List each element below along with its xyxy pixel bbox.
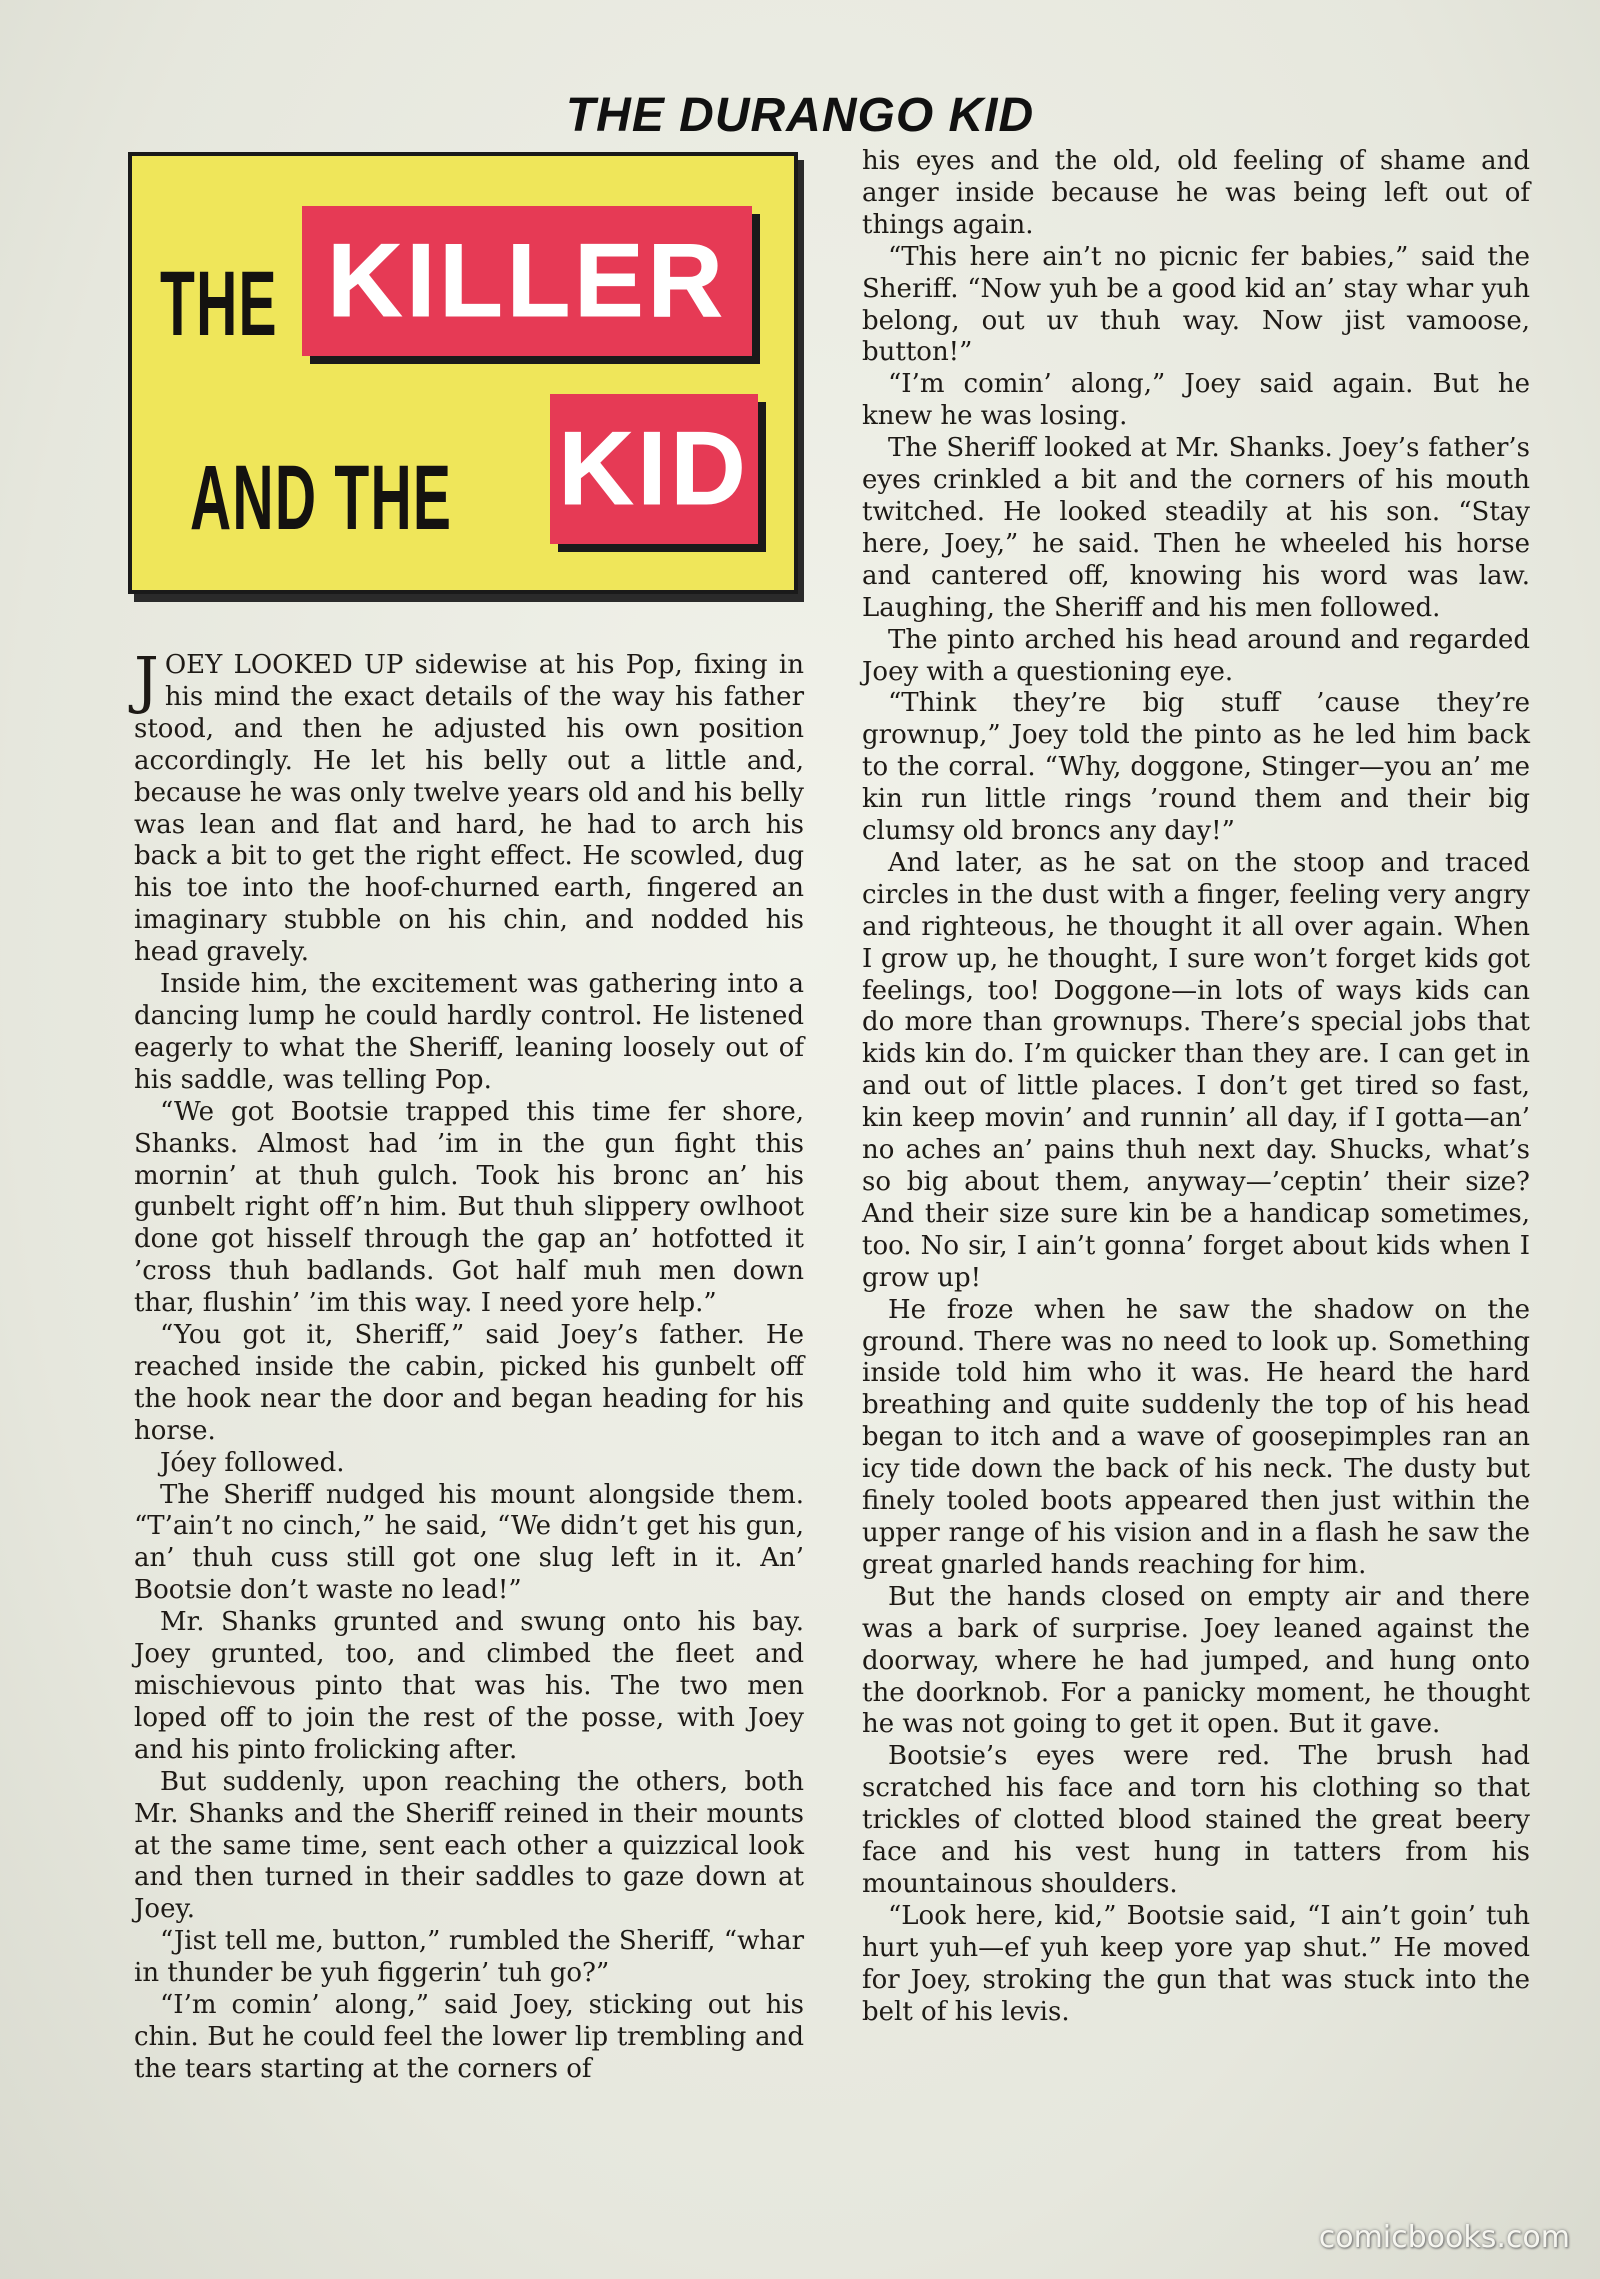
story-paragraph: “We got Bootsie trapped this time fer shore, Shanks. Almost had ’im in the gun fight this mornin’ at thuh gulch. Took his bronc an’ his gunbelt right off’n him. But thuh slippery owlhoot done got hisself through the gap an’ hotfotted it ’cross thuh badlands. Got half muh men down thar, flushin’ ’im this way. I need yore help.” [134, 1096, 804, 1319]
story-paragraph: “I’m comin’ along,” said Joey, sticking out his chin. But he could feel the lower lip trembling and the tears starting at the corners of [134, 1990, 804, 2084]
story-paragraph: “Look here, kid,” Bootsie said, “I ain’t goin’ tuh hurt yuh—ef yuh keep yore yap shut.” He moved for Joey, stroking the gun that was stuck into the belt of his levis. [862, 1900, 1530, 2027]
story-paragraph: “Jist tell me, button,” rumbled the Sheriff, “whar in thunder be yuh figgerin’ tuh go?” [134, 1926, 804, 1989]
story-paragraph: “I’m comin’ along,” Joey said again. But he knew he was losing. [862, 369, 1530, 432]
story-paragraph: He froze when he saw the shadow on the ground. There was no need to look up. Something inside told him who it was. He heard the hard breathing and quite suddenly the top of his head began to itch and a wave of goosepimples ran an icy tide down the back of his neck. The dusty but finely tooled boots appeared then just within the upper range of his vision and in a flash he saw the great gnarled hands reaching for him. [862, 1294, 1530, 1580]
story-column-right [862, 146, 1530, 2028]
title-word-killer: KILLER [302, 206, 752, 356]
story-paragraph [134, 643, 804, 969]
title-word-kid: KID [550, 394, 758, 544]
story-column-left [134, 643, 804, 2086]
title-words-and-the: AND THE [190, 447, 453, 549]
story-paragraph: “You got it, Sheriff,” said Joey’s father. He reached inside the cabin, picked his gunbelt off the hook near the door and began heading for his horse. [134, 1320, 804, 1446]
drop-cap: J [134, 643, 159, 716]
story-title-panel [128, 152, 798, 594]
story-paragraph: The pinto arched his head around and regarded Joey with a questioning eye. [862, 624, 1530, 687]
story-paragraph: Jóey followed. [160, 1447, 345, 1478]
title-word-the: THE [160, 253, 278, 355]
story-paragraph: But suddenly, upon reaching the others, both Mr. Shanks and the Sheriff reined in their mounts at the same time, sent each other a quizzical look and then turned in their saddles to gaze down at Joey. [134, 1766, 804, 1925]
story-paragraph: Inside him, the excitement was gathering into a dancing lump he could hardly control. He listened eagerly to what the Sheriff, leaning loosely out of his saddle, was telling Pop. [134, 969, 804, 1095]
story-paragraph: And later, as he sat on the stoop and traced circles in the dust with a finger, feeling very angry and righteous, he thought it all over again. When I grow up, he thought, I sure won’t forget kids got feelings, too! Doggone—in lots of ways kids can do more than grownups. There’s special jobs that kids kin do. I’m quicker than they are. I can get in and out of little places. I don’t get tired so fast, kin keep movin’ and runnin’ all day, if I gotta—an’ no aches an’ pains thuh next day. Shucks, what’s so big about them, anyway—’ceptin’ their size? And their size sure kin be a handicap sometimes, too. No sir, I ain’t gonna’ forget about kids when I grow up! [862, 847, 1530, 1293]
source-watermark: comicbooks.com [1318, 2220, 1570, 2255]
story-paragraph: The Sheriff looked at Mr. Shanks. Joey’s father’s eyes crinkled a bit and the corners of his mouth twitched. He looked steadily at his son. “Stay here, Joey,” he said. Then he wheeled his horse and cantered off, knowing his word was law. Laughing, the Sheriff and his men followed. [862, 433, 1530, 623]
running-title: THE DURANGO KID [565, 89, 1035, 142]
story-paragraph: “This here ain’t no picnic fer babies,” said the Sheriff. “Now yuh be a good kid an’ stay whar yuh belong, out uv thuh way. Now jist vamoose, button!” [862, 241, 1530, 368]
story-paragraph: The Sheriff nudged his mount alongside them. “T’ain’t no cinch,” he said, “We didn’t get his gun, an’ thuh cuss still got one slug left in it. An’ Bootsie don’t waste no lead!” [134, 1479, 804, 1606]
story-paragraph: his eyes and the old, old feeling of shame and anger inside because he was being left out of things again. [862, 146, 1530, 240]
story-paragraph-text: OEY LOOKED UP sidewise at his Pop, fixing in his mind the exact details of the way his father stood, and then he adjusted his own position accordingly. He let his belly out a little and, because he was only twelve years old and his belly was lean and flat and hard, he had to arch his back a bit to get the right effect. He scowled, dug his toe into the hoof-churned earth, fingered an imaginary stubble on his chin, and nodded his head gravely. [134, 650, 804, 968]
story-paragraph: Mr. Shanks grunted and swung onto his bay. Joey grunted, too, and climbed the fleet and mischievous pinto that was his. The two men loped off to join the rest of the posse, with Joey and his pinto frolicking after. [134, 1607, 804, 1765]
story-paragraph: But the hands closed on empty air and there was a bark of surprise. Joey leaned against the doorway, where he had jumped, and hung onto the doorknob. For a panicky moment, he thought he was not going to get it open. But it gave. [862, 1581, 1530, 1740]
story-paragraph: “Think they’re big stuff ’cause they’re grownup,” Joey told the pinto as he led him back to the corral. “Why, doggone, Stinger—you an’ me kin run little rings ’round them and their big clumsy old broncs any day!” [862, 688, 1530, 847]
story-paragraph: Bootsie’s eyes were red. The brush had scratched his face and torn his clothing so that trickles of clotted blood stained the great beery face and his vest hung in tatters from his mountainous shoulders. [862, 1741, 1530, 1899]
